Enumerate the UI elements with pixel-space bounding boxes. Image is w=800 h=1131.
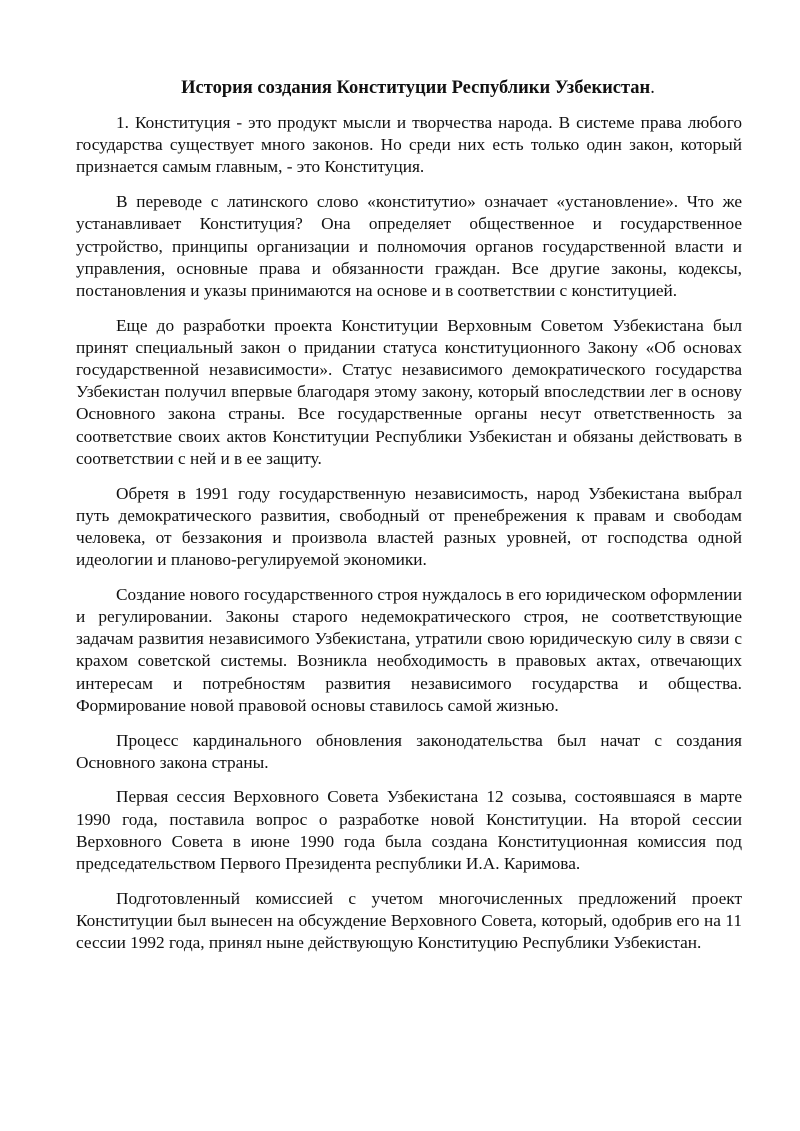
paragraph-2: В переводе с латинского слово «конститутио» означает «установление». Что же устанавливает Конституция? Она определяет общественное и государственное устройство, принципы организации и полномочия органов государственной власти и управления, основные права и обязанности граждан. Все другие законы, кодексы, постановления и указы принимаются на основе и в соответствии с конституцией. (76, 192, 742, 300)
paragraph-6: Процесс кардинального обновления законодательства был начат с создания Основного закона страны. (76, 730, 742, 772)
paragraph-3: Еще до разработки проекта Конституции Верховным Советом Узбекистана был принят специальный закон о придании статуса конституционного Закону «Об основах государственной независимости». Статус независимого демократического государства Узбекистан получил впервые благодаря этому закону, который впоследствии лег в основу Основного закона страны. Все государственные органы несут ответственность за соответствие своих актов Конституции Республики Узбекистан и обязаны действовать в соответствии с ней и в ее защиту. (76, 315, 742, 468)
document-title-period: . (650, 78, 655, 98)
document-page (76, 74, 742, 967)
paragraph-4: Обретя в 1991 году государственную независимость, народ Узбекистана выбрал путь демократического развития, свободный от пренебрежения к правам и свободам человека, от беззакония и произвола властей разных уровней, от господства одной идеологии и планово-регулируемой экономики. (76, 483, 742, 570)
paragraph-1: 1. Конституция - это продукт мысли и творчества народа. В системе права любого государства существует много законов. Но среди них есть только один закон, который признается самым главным, - это Конституция. (76, 113, 742, 177)
paragraph-5: Создание нового государственного строя нуждалось в его юридическом оформлении и регулировании. Законы старого недемократического строя, не соответствующие задачам развития независимого Узбекистана, утратили свою юридическую силу в связи с крахом советской системы. Возникла необходимость в правовых актах, отвечающих интересам и потребностям развития независимого государства и общества. Формирование новой правовой основы ставилось самой жизнью. (76, 584, 742, 715)
document-title (76, 74, 742, 102)
document-title-text: История создания Конституции Республики Узбекистан (181, 78, 651, 98)
paragraph-8: Подготовленный комиссией с учетом многочисленных предложений проект Конституции был вынесен на обсуждение Верховного Совета, который, одобрив его на 11 сессии 1992 года, принял ныне действующую Конституцию Республики Узбекистан. (76, 888, 742, 953)
paragraph-7: Первая сессия Верховного Совета Узбекистана 12 созыва, состоявшаяся в марте 1990 года, поставила вопрос о разработке новой Конституции. На второй сессии Верховного Совета в июне 1990 года была создана Конституционная комиссия под председательством Первого Президента республики И.А. Каримова. (76, 787, 742, 874)
